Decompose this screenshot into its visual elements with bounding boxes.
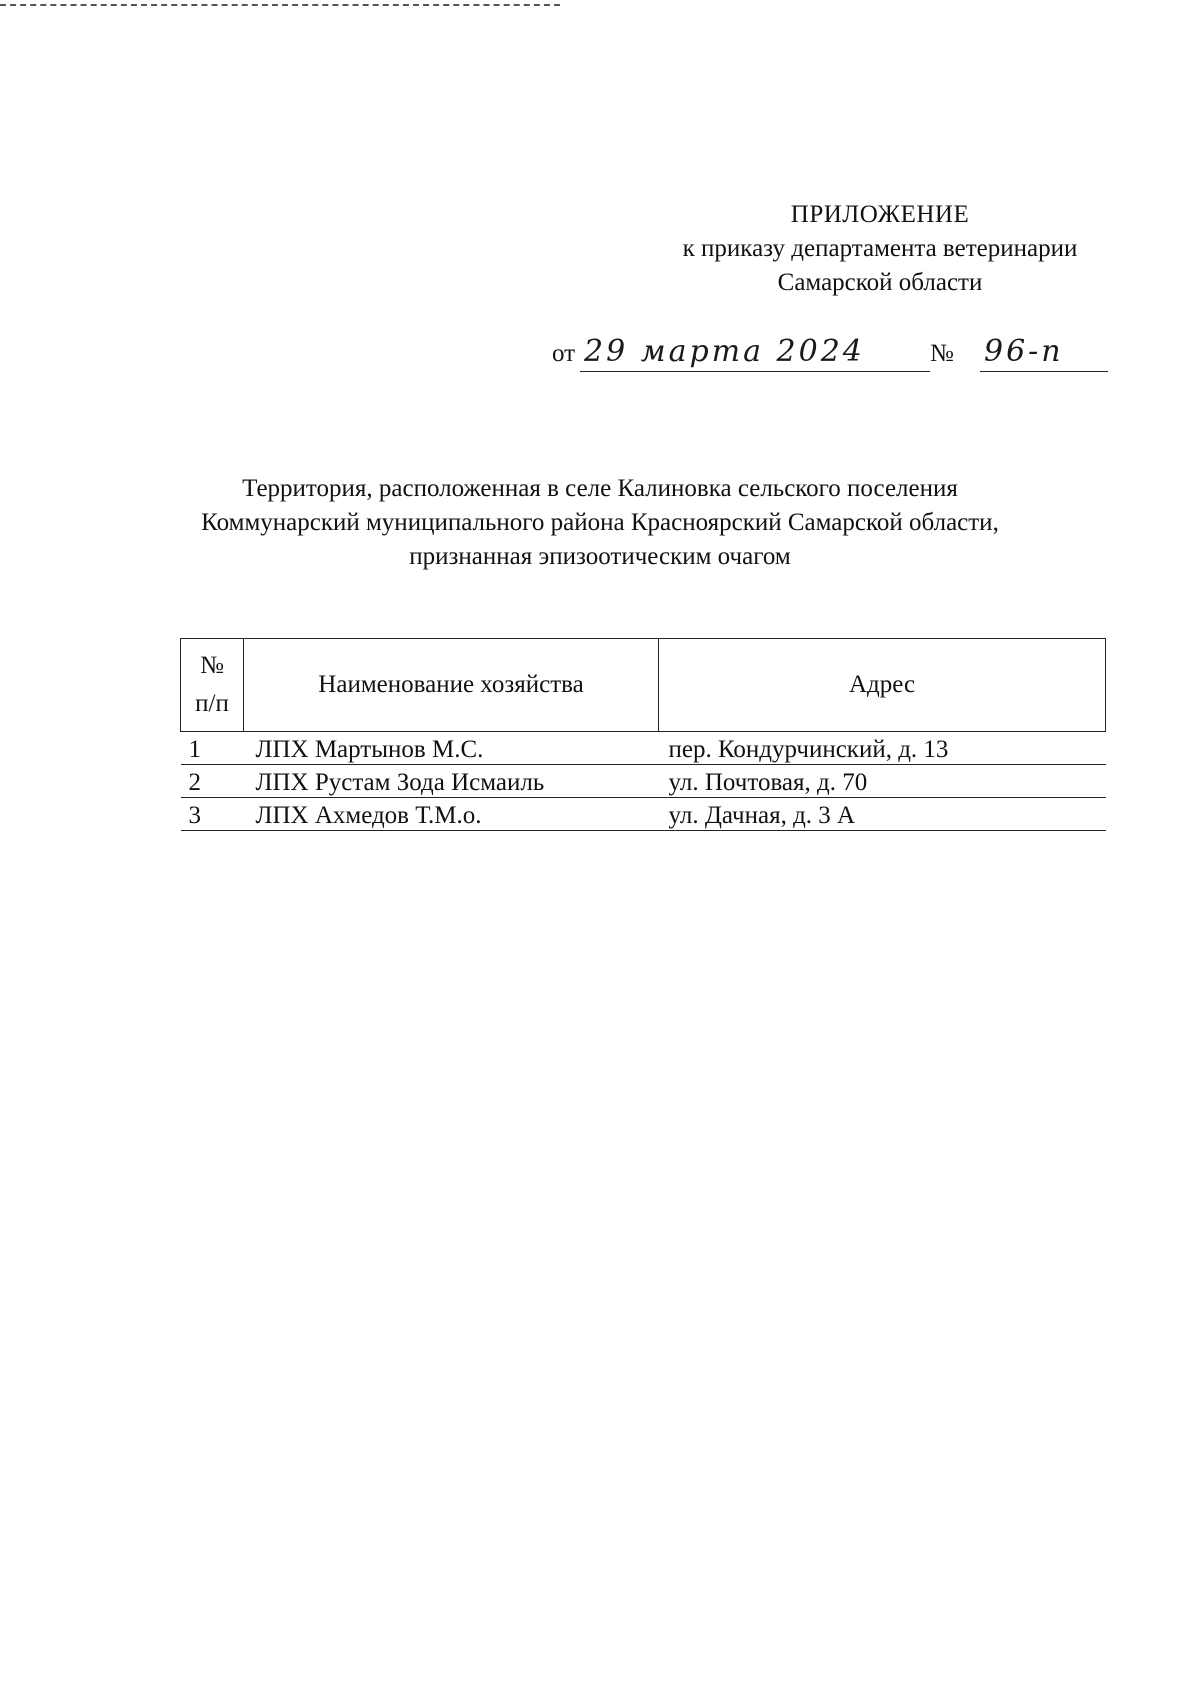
header-farm-name: Наименование хозяйства xyxy=(244,639,659,732)
scan-edge-dashes xyxy=(0,4,560,6)
header-number-abbr: п/п xyxy=(195,690,229,717)
row-address: ул. Почтовая, д. 70 xyxy=(659,765,1106,798)
heading-line-2: Коммунарский муниципального района Красноярский Самарской области, xyxy=(201,509,999,536)
table-row xyxy=(181,765,1106,798)
table-row xyxy=(181,798,1106,831)
row-number: 2 xyxy=(181,765,244,798)
handwritten-date: 29 марта 2024 xyxy=(580,334,930,372)
farms-table xyxy=(180,638,1106,831)
row-farm-name: ЛПХ Мартынов М.С. xyxy=(244,732,659,765)
row-address: ул. Дачная, д. 3 А xyxy=(659,798,1106,831)
header-address: Адрес xyxy=(659,639,1106,732)
row-address: пер. Кондурчинский, д. 13 xyxy=(659,732,1106,765)
row-farm-name: ЛПХ Ахмедов Т.М.о. xyxy=(244,798,659,831)
heading-line-3: признанная эпизоотическим очагом xyxy=(409,543,791,570)
heading-line-1: Территория, расположенная в селе Калиновка сельского поселения xyxy=(242,475,958,502)
handwritten-order-number: 96-п xyxy=(980,334,1108,372)
header-number-sign: № xyxy=(200,652,224,679)
annex-line-region: Самарской области xyxy=(777,269,983,296)
row-farm-name: ЛПХ Рустам Зода Исмаиль xyxy=(244,765,659,798)
annex-title: ПРИЛОЖЕНИЕ xyxy=(790,201,970,228)
annex-line-order: к приказу департамента ветеринарии xyxy=(682,235,1078,262)
row-number: 1 xyxy=(181,732,244,765)
row-number: 3 xyxy=(181,798,244,831)
order-number-label: № xyxy=(930,340,954,367)
annex-block xyxy=(640,198,1120,300)
order-date-prefix: от xyxy=(552,340,576,367)
table-row xyxy=(181,732,1106,765)
document-heading xyxy=(120,472,1080,574)
table-header-row xyxy=(181,639,1106,732)
header-number xyxy=(181,639,244,732)
order-date-number-line xyxy=(552,336,1112,376)
